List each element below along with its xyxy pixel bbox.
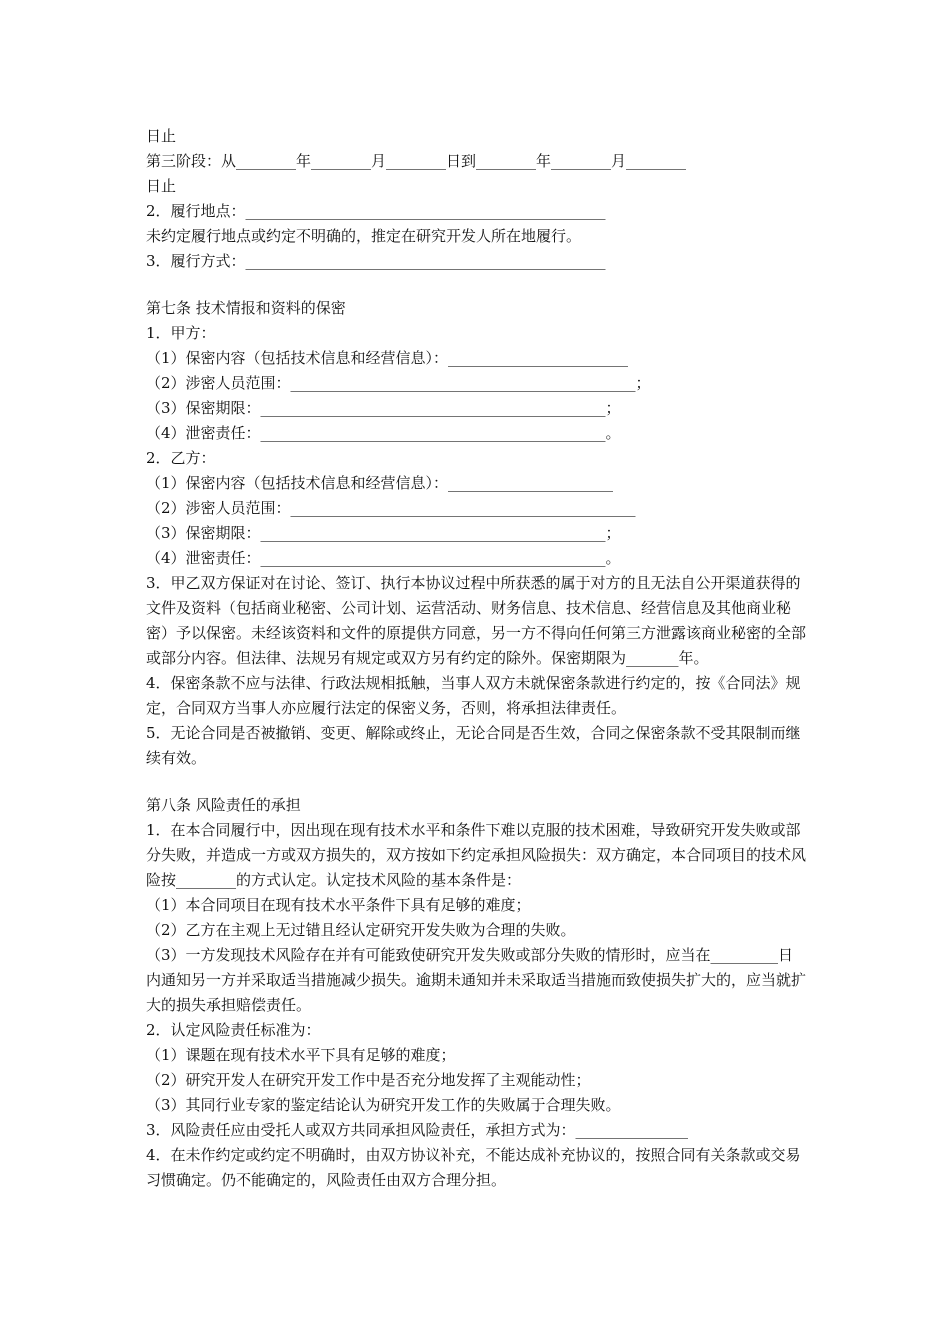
list-item: （1）保密内容（包括技术信息和经营信息）：______________________ bbox=[146, 474, 614, 492]
list-item: （1）本合同项目在现有技术水平条件下具有足够的难度； bbox=[146, 896, 531, 914]
article-8-title: 第八条 风险责任的承担 bbox=[146, 796, 301, 814]
performance-place-line: 2．履行地点：________________________________________________ bbox=[146, 202, 606, 220]
spacer bbox=[146, 771, 808, 793]
list-item: （1）保密内容（包括技术信息和经营信息）：________________________ bbox=[146, 349, 629, 367]
risk-standard-label: 2．认定风险责任标准为： bbox=[146, 1021, 321, 1039]
text-line: 日止 bbox=[146, 127, 177, 145]
confidentiality-paragraph: 3．甲乙双方保证对在讨论、签订、执行本协议过程中所获悉的属于对方的且无法自公开渠道获得的文件及资料（包括商业秘密、公司计划、运营活动、财务信息、技术信息、经营信息及其他商业秘密）予以保密。未经该资料和文件的原提供方同意，另一方不得向任何第三方泄露该商业秘密的全部或部分内容。但法律、法规另有规定或双方另有约定的除外。保密期限为_______年。 bbox=[146, 574, 807, 667]
list-item: （2）涉密人员范围：______________________________________________； bbox=[146, 374, 651, 392]
document-body bbox=[146, 124, 808, 1193]
list-item: （2）乙方在主观上无过错且经认定研究开发失败为合理的失败。 bbox=[146, 921, 576, 939]
list-item: （3）保密期限：______________________________________________； bbox=[146, 524, 621, 542]
text-line: 未约定履行地点或约定不明确的，推定在研究开发人所在地履行。 bbox=[146, 227, 582, 245]
list-item: （4）泄密责任：______________________________________________。 bbox=[146, 549, 621, 567]
list-item: （2）研究开发人在研究开发工作中是否充分地发挥了主观能动性； bbox=[146, 1071, 591, 1089]
risk-bearing-line: 3．风险责任应由受托人或双方共同承担风险责任，承担方式为：_______________ bbox=[146, 1121, 689, 1139]
phase-three-line: 第三阶段：从________年________月________日到________年________月________ bbox=[146, 152, 687, 170]
party-a-label: 1．甲方： bbox=[146, 324, 216, 342]
risk-paragraph: 1．在本合同履行中，因出现在现有技术水平和条件下难以克服的技术困难，导致研究开发失败或部分失败，并造成一方或双方损失的，双方按如下约定承担风险损失：双方确定，本合同项目的技术风险按________的方式认定。认定技术风险的基本条件是： bbox=[146, 821, 807, 889]
list-item: （4）泄密责任：______________________________________________。 bbox=[146, 424, 621, 442]
list-item: （1）课题在现有技术水平下具有足够的难度； bbox=[146, 1046, 456, 1064]
text-line: 日止 bbox=[146, 177, 177, 195]
legal-compliance-paragraph: 4．保密条款不应与法律、行政法规相抵触，当事人双方未就保密条款进行约定的，按《合同法》规定，合同双方当事人亦应履行法定的保密义务，否则，将承担法律责任。 bbox=[146, 674, 801, 717]
performance-method-line: 3．履行方式：________________________________________________ bbox=[146, 252, 606, 270]
list-item: （3）一方发现技术风险存在并有可能致使研究开发失败或部分失败的情形时，应当在_________日内通知另一方并采取适当措施减少损失。逾期未通知并未采取适当措施而致使损失扩大的，应当就扩大的损失承担赔偿责任。 bbox=[146, 946, 807, 1014]
supplement-paragraph: 4．在未作约定或约定不明确时，由双方协议补充，不能达成补充协议的，按照合同有关条款或交易习惯确定。仍不能确定的，风险责任由双方合理分担。 bbox=[146, 1146, 801, 1189]
party-b-label: 2．乙方： bbox=[146, 449, 216, 467]
list-item: （2）涉密人员范围：______________________________________________ bbox=[146, 499, 636, 517]
spacer bbox=[146, 274, 808, 296]
list-item: （3）保密期限：______________________________________________； bbox=[146, 399, 621, 417]
list-item: （3）其同行业专家的鉴定结论认为研究开发工作的失败属于合理失败。 bbox=[146, 1096, 621, 1114]
article-7-title: 第七条 技术情报和资料的保密 bbox=[146, 299, 346, 317]
validity-paragraph: 5．无论合同是否被撤销、变更、解除或终止，无论合同是否生效，合同之保密条款不受其限制而继续有效。 bbox=[146, 724, 801, 767]
